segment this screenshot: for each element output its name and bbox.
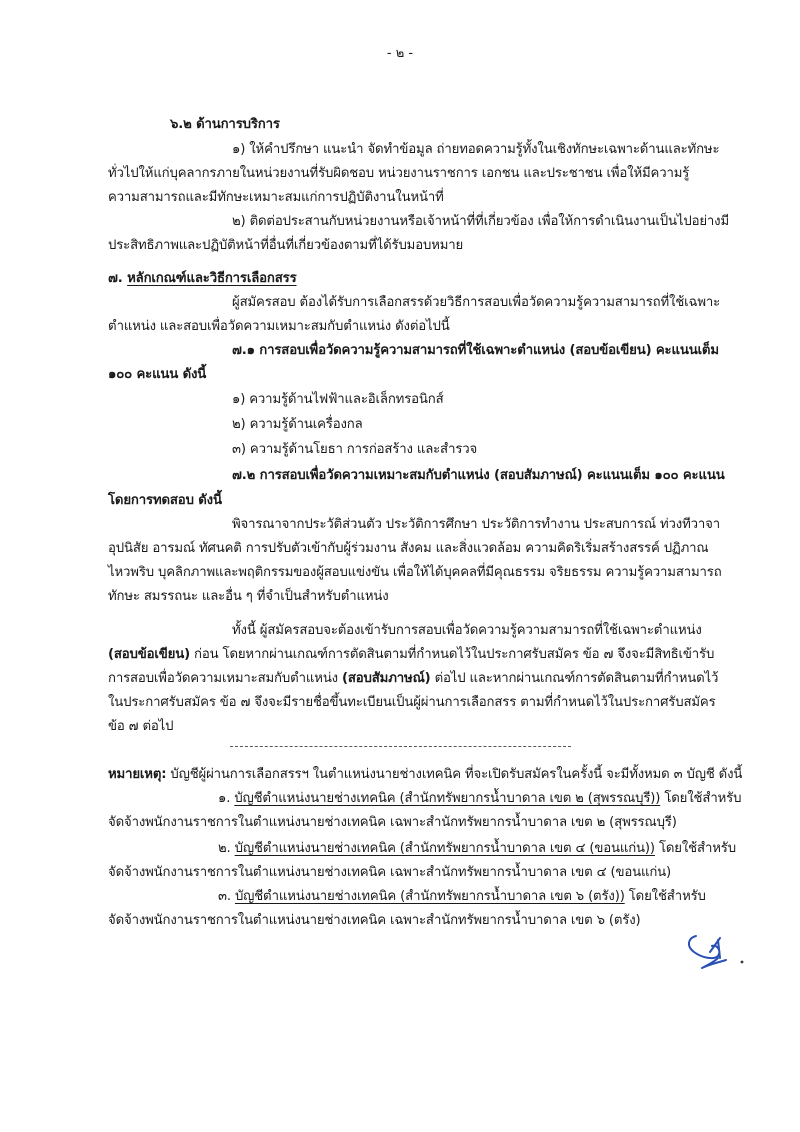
section-6-2-item2-line2: ประสิทธิภาพและปฏิบัติหน้าที่อื่นที่เกี่ยวข้องตามที่ได้รับมอบหมาย <box>108 238 464 253</box>
conclusion-line2-text: ก่อน โดยหากผ่านเกณฑ์การตัดสินตามที่กำหนดไว้ในประกาศรับสมัคร ข้อ ๗ จึงจะมีสิทธิเข้ารับ <box>189 647 715 662</box>
section-7-number: ๗. <box>108 271 123 286</box>
section-7-1-line2: ๑๐๐ คะแนน ดังนี้ <box>108 367 207 382</box>
interview-label: (สอบสัมภาษณ์) <box>342 671 431 686</box>
section-6-2-heading: ๖.๒ ด้านการบริการ <box>170 117 280 132</box>
section-6-2-item1-line3: ความสามารถและมีทักษะเหมาะสมแก่การปฏิบัติงานในหน้าที่ <box>108 190 444 205</box>
dashed-divider <box>230 746 571 747</box>
section-7-title: หลักเกณฑ์และวิธีการเลือกสรร <box>127 271 297 286</box>
note-item-1 <box>218 790 741 808</box>
note-item-title: บัญชีตำแหน่งนายช่างเทคนิค (สำนักทรัพยากรน้ำบาดาล เขต ๒ (สุพรรณบุรี)) <box>234 791 661 806</box>
written-exam-label: (สอบข้อเขียน) <box>108 647 190 662</box>
section-7-2-paragraph-line: อุปนิสัย อารมณ์ ทัศนคติ การปรับตัวเข้ากับผู้ร่วมงาน สังคม และสิ่งแวดล้อม ความคิดริเริ่มสร้างสรรค์ ปฏิภาณ <box>108 541 709 556</box>
page-number: - ๒ - <box>386 46 414 61</box>
conclusion-line3-start: การสอบเพื่อวัดความเหมาะสมกับตำแหน่ง <box>108 671 343 686</box>
conclusion-line4: ในประกาศรับสมัคร ข้อ ๗ จึงจะมีรายชื่อขึ้นทะเบียนเป็นผู้ผ่านการเลือกสรร ตามที่กำหนดไว้ในประกาศรับสมัคร <box>108 695 716 710</box>
note-item-number: ๒. <box>218 841 235 856</box>
note-line <box>108 766 742 784</box>
section-7-1-item: ๑) ความรู้ด้านไฟฟ้าและอิเล็กทรอนิกส์ <box>232 392 444 407</box>
note-label: หมายเหตุ: <box>108 767 167 782</box>
conclusion-line3 <box>108 670 718 688</box>
note-item-3 <box>218 888 706 906</box>
note-item-title: บัญชีตำแหน่งนายช่างเทคนิค (สำนักทรัพยากรน้ำบาดาล เขต ๔ (ขอนแก่น)) <box>234 841 655 856</box>
section-7-2-paragraph-line: พิจารณาจากประวัติส่วนตัว ประวัติการศึกษา ประวัติการทำงาน ประสบการณ์ ท่วงทีวาจา <box>232 517 720 532</box>
section-7-1-line1: ๗.๑ การสอบเพื่อวัดความรู้ความสามารถที่ใช้เฉพาะตำแหน่ง (สอบข้อเขียน) คะแนนเต็ม <box>232 343 719 358</box>
note-item-title: บัญชีตำแหน่งนายช่างเทคนิค (สำนักทรัพยากรน้ำบาดาล เขต ๖ (ตรัง)) <box>234 889 625 904</box>
section-7-2-paragraph-line: ไหวพริบ บุคลิกภาพและพฤติกรรมของผู้สอบแข่งขัน เพื่อให้ได้บุคคลที่มีคุณธรรม จริยธรรม ความรู้ความสามารถ <box>108 565 722 580</box>
section-7-2-line2: โดยการทดสอบ ดังนี้ <box>108 493 222 508</box>
conclusion-line2 <box>108 646 714 664</box>
section-6-2-item1-line1: ๑) ให้คำปรึกษา แนะนำ จัดทำข้อมูล ถ่ายทอดความรู้ทั้งในเชิงทักษะเฉพาะด้านและทักษะ <box>232 142 720 157</box>
note-item-number: ๓. <box>218 889 235 904</box>
section-7-2-line1: ๗.๒ การสอบเพื่อวัดความเหมาะสมกับตำแหน่ง (สอบสัมภาษณ์) คะแนนเต็ม ๑๐๐ คะแนน <box>232 468 725 483</box>
note-item-3-line2: จัดจ้างพนักงานราชการในตำแหน่งนายช่างเทคนิค เฉพาะสำนักทรัพยากรน้ำบาดาล เขต ๖ (ตรัง) <box>108 913 641 928</box>
note-item-suffix: โดยใช้สำหรับ <box>624 889 706 904</box>
note-item-suffix: โดยใช้สำหรับ <box>660 791 742 806</box>
signature-icon <box>680 928 760 978</box>
note-text: บัญชีผู้ผ่านการเลือกสรรฯ ในตำแหน่งนายช่างเทคนิค ที่จะเปิดรับสมัครในครั้งนี้ จะมีทั้งหมด ๓ บัญชี ดังนี้ <box>166 767 743 782</box>
section-7-intro-line1: ผู้สมัครสอบ ต้องได้รับการเลือกสรรด้วยวิธีการสอบเพื่อวัดความรู้ความสามารถที่ใช้เฉพาะ <box>232 295 721 310</box>
section-6-2-item1-line2: ทั่วไปให้แก่บุคลากรภายในหน่วยงานที่รับผิดชอบ หน่วยงานราชการ เอกชน และประชาชน เพื่อให้มีความรู้ <box>108 166 690 181</box>
section-7-2-paragraph-line: ทักษะ สมรรถนะ และอื่น ๆ ที่จำเป็นสำหรับตำแหน่ง <box>108 589 389 604</box>
section-7-heading <box>108 270 297 288</box>
note-item-suffix: โดยใช้สำหรับ <box>654 841 736 856</box>
note-item-2 <box>218 840 736 858</box>
note-item-2-line2: จัดจ้างพนักงานราชการในตำแหน่งนายช่างเทคนิค เฉพาะสำนักทรัพยากรน้ำบาดาล เขต ๔ (ขอนแก่น) <box>108 865 672 880</box>
section-7-1-item: ๒) ความรู้ด้านเครื่องกล <box>232 417 363 432</box>
section-7-1-item: ๓) ความรู้ด้านโยธา การก่อสร้าง และสำรวจ <box>232 442 478 457</box>
note-item-1-line2: จัดจ้างพนักงานราชการในตำแหน่งนายช่างเทคนิค เฉพาะสำนักทรัพยากรน้ำบาดาล เขต ๒ (สุพรรณบุรี) <box>108 815 677 830</box>
section-7-intro-line2: ตำแหน่ง และสอบเพื่อวัดความเหมาะสมกับตำแหน่ง ดังต่อไปนี้ <box>108 319 450 334</box>
conclusion-line1: ทั้งนี้ ผู้สมัครสอบจะต้องเข้ารับการสอบเพื่อวัดความรู้ความสามารถที่ใช้เฉพาะตำแหน่ง <box>232 623 702 638</box>
conclusion-line3-text: ต่อไป และหากผ่านเกณฑ์การตัดสินตามที่กำหนดไว้ <box>430 671 719 686</box>
section-6-2-item2-line1: ๒) ติดต่อประสานกับหน่วยงานหรือเจ้าหน้าที่ที่เกี่ยวข้อง เพื่อให้การดำเนินงานเป็นไปอย่างมี <box>232 214 730 229</box>
note-item-number: ๑. <box>218 791 235 806</box>
conclusion-line5: ข้อ ๗ ต่อไป <box>108 719 174 734</box>
